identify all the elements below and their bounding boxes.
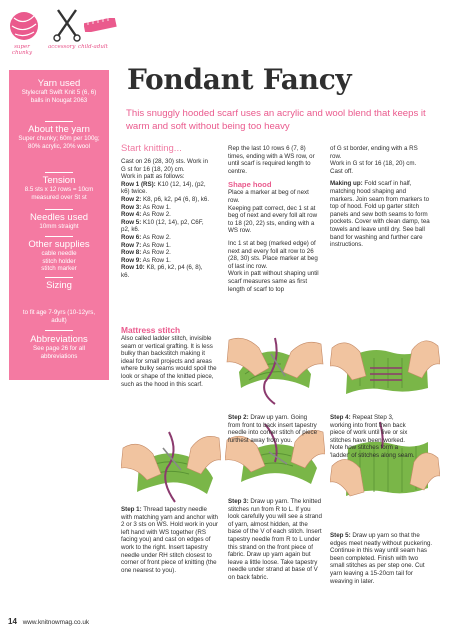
step-1-caption: Step 1: Thread tapestry needle with matching yarn and anchor with 2 or 3 sts on WS. Hold work in your left hand with WS together (RS facing you) and cast on edges of work to the right. Insert tapestry needle under RH stitch closest to corner of front piece of knitting (the one nearest to you). — [121, 506, 218, 574]
abbreviations-section — [9, 334, 109, 360]
tape-measure-icon — [84, 18, 118, 32]
skill-level-label: child-adult — [78, 44, 108, 50]
page-footer — [8, 617, 89, 626]
abbreviations-heading: Abbreviations — [30, 334, 88, 345]
supplies-heading: Other supplies — [28, 239, 90, 250]
info-sidebar-lower — [9, 308, 109, 380]
pattern-row: Row 2: K8, p6, k2, p4 (6, 8), k6. — [121, 195, 210, 203]
yarn-used-section — [9, 78, 109, 104]
hood-text: Work in patt without shaping until scarf measures same as first length of scarf to top — [228, 270, 319, 293]
scissors-icon — [52, 8, 82, 42]
yarn-weight-label: super chunky — [11, 44, 33, 56]
cast-off-text: Work in G st for 16 (18, 20) cm. Cast off. — [330, 160, 417, 175]
shape-hood-heading: Shape hood — [228, 180, 272, 190]
divider — [45, 236, 73, 237]
hood-text: Inc 1 st at beg (marked edge) of next and every foll alt row to 26 (28, 30) sts. Place marker at beg of last inc row. — [228, 239, 318, 270]
yarn-used-heading: Yarn used — [37, 78, 81, 89]
pattern-row: Row 4: As Row 2. — [121, 211, 171, 219]
sizing-text: to fit age 7-9yrs (10-12yrs, adult) — [22, 309, 96, 324]
supplies-item: stitch marker — [41, 265, 77, 272]
hood-text: Keeping patt correct, dec 1 st at beg of next and every foll alt row to 18 (20, 22) sts, ending with a WS row. — [228, 204, 318, 235]
needles-text: 10mm straight — [39, 223, 79, 230]
needles-section — [9, 212, 109, 231]
info-sidebar — [9, 70, 109, 308]
supplies-section — [9, 239, 109, 273]
sizing-section — [9, 280, 109, 291]
step-2-caption: Step 2: Draw up yarn. Going from front to back insert tapestry needle into corner stitch of piece furthest away from you. — [228, 414, 318, 444]
step-4-caption: Step 4: Repeat Step 3, working into front then back piece of work until five or six stitches have been worked. Note how stitches form a 'ladder' of stitches along seam. — [330, 414, 415, 459]
yarn-used-text: Stylecraft Swift Knit 5 (6, 6) balls in Nougat 2063 — [21, 89, 97, 104]
divider — [45, 209, 73, 210]
pattern-column-1 — [121, 143, 211, 280]
step-1-photo — [121, 418, 221, 508]
tension-section — [9, 175, 109, 201]
start-knitting-heading: Start knitting... — [121, 143, 182, 154]
cast-on-text: Cast on 26 (28, 30) sts. Work in G st for 16 (18, 20) cm. — [121, 158, 208, 173]
page-subtitle: This snuggly hooded scarf uses an acrylic and wool blend that keeps it warm and soft without being too heavy — [126, 108, 426, 132]
pattern-row: Row 6: As Row 2. — [121, 233, 171, 241]
divider — [45, 277, 73, 278]
pattern-row: Row 8: As Row 2. — [121, 249, 171, 257]
sizing-heading: Sizing — [46, 280, 72, 291]
pattern-intro: Work in patt as follows: — [121, 173, 185, 181]
border-text: of G st border, ending with a RS row. — [330, 145, 418, 160]
making-up-text: Making up: Fold scarf in half, matching hood shaping and markers. Join seam from markers to top of hood. Fold up garter stitch panels and sew both seams to form pockets. Cover with clean damp, tea towels and leave until dry. See ball band for washing and further care instructions. — [330, 180, 430, 249]
pattern-row: Row 1 (RS): K10 (12, 14), (p2, k6) twice. — [121, 180, 206, 196]
abbreviations-text: See page 26 for all abbreviations — [33, 345, 85, 360]
project-type-label: accessory — [48, 44, 76, 50]
about-yarn-heading: About the yarn — [28, 124, 90, 135]
supplies-item: cable needle — [41, 250, 77, 257]
step-3-caption: Step 3: Draw up yarn. The knitted stitches run from R to L. If you look carefully you will see a strand of yarn, almost hidden, at the base of the V of each stitch. Insert tapestry needle from R to L under this strand on the front piece of fabric. Draw up yarn again but leave a little loose. Take tapestry needle under strand at base of V on back fabric. — [228, 498, 322, 581]
pattern-row: Row 10: K8, p6, k2, p4 (6, 8), k6. — [121, 264, 203, 279]
step-2-photo — [225, 318, 325, 410]
needles-heading: Needles used — [29, 212, 89, 223]
page-title: Fondant Fancy — [127, 63, 352, 96]
pattern-row: Row 5: K10 (12, 14), p2, C6F, p2, k6. — [121, 218, 204, 234]
page-number: 14 — [8, 617, 17, 626]
divider — [45, 172, 73, 173]
about-yarn-section — [9, 124, 109, 150]
divider — [45, 330, 73, 331]
step-4-photo — [330, 318, 440, 410]
tension-text: 8.5 sts x 12 rows = 10cm measured over St st — [24, 186, 94, 201]
pattern-column-3 — [330, 145, 430, 249]
pattern-row: Row 9: As Row 1. — [121, 256, 171, 264]
supplies-item: stitch holder — [42, 257, 76, 265]
website-url: www.knitnowmag.co.uk — [22, 619, 90, 626]
mattress-stitch-heading: Mattress stitch — [121, 325, 181, 335]
mattress-stitch-box — [121, 325, 219, 388]
header-icons — [8, 4, 118, 66]
tension-heading: Tension — [42, 175, 76, 186]
pattern-row: Row 7: As Row 1. — [121, 241, 171, 249]
pattern-row: Row 3: As Row 1. — [121, 203, 171, 211]
hood-text: Place a marker at beg of next row. — [228, 189, 309, 204]
about-yarn-text: Super chunky; 60m per 100g; 80% acrylic, 20% wool — [18, 135, 100, 150]
step-5-caption: Step 5: Draw up yarn so that the edges meet neatly without puckering. Continue in this way until seam has been completed. Finish with two small stitches as per step one. Cut yarn leaving a 15-20cm tail for weaving in later. — [330, 532, 433, 585]
repeat-text: Rep the last 10 rows 6 (7, 8) times, ending with a WS row, or until scarf is required length to centre. — [228, 145, 315, 175]
divider — [45, 121, 73, 122]
pattern-column-2 — [228, 145, 320, 293]
mattress-stitch-text: Also called ladder stitch, invisible seam or vertical grafting. It is less bulky than backstitch making it ideal for small projects and areas where bulky seams would spoil the look or shape of the knitted piece, such as the hood in this scarf. — [121, 335, 217, 388]
